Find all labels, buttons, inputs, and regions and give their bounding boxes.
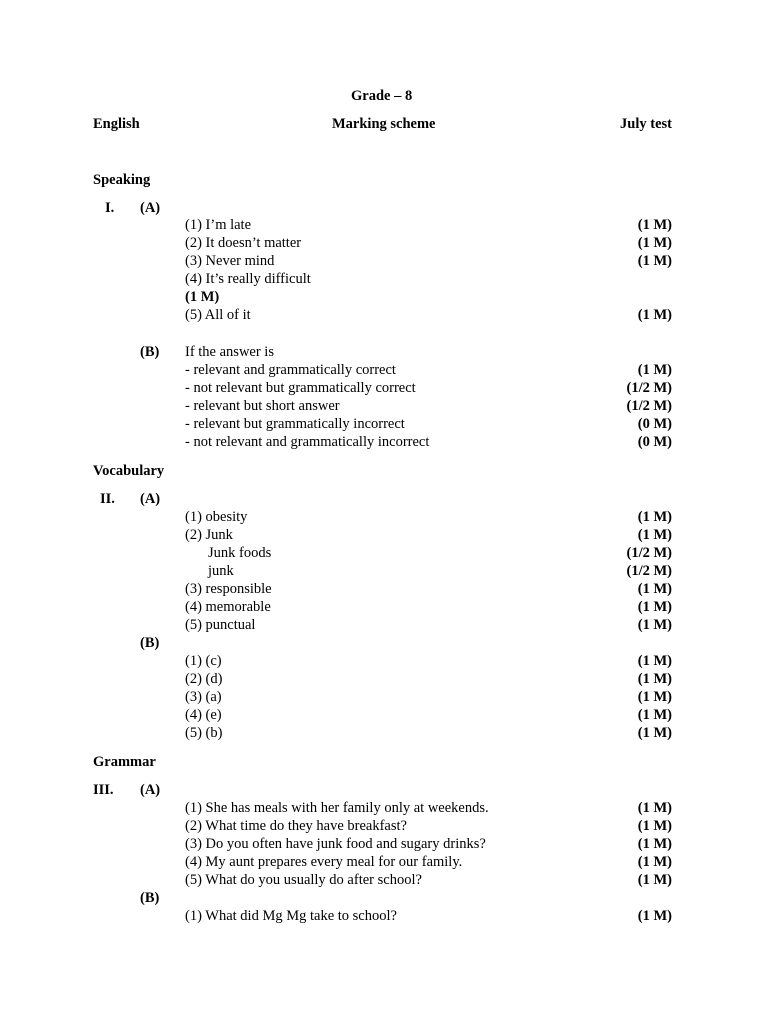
answer-text: (2) What time do they have breakfast? [185,818,407,834]
answer-text: (3) responsible [185,581,272,597]
part-label: (B) [140,635,160,651]
answer-text: (2) (d) [185,671,223,687]
part-label: (A) [140,491,161,507]
answer-mark: (1 M) [637,872,672,888]
part-label: (B) [140,890,160,906]
answer-mark: (1 M) [637,217,672,233]
answer-text: (1) obesity [185,509,248,525]
answer-mark: (1 M) [637,307,672,323]
scheme-title: Marking scheme [332,116,436,132]
criteria-intro: If the answer is [185,344,274,360]
answer-text: (3) Do you often have junk food and sugary drinks? [185,836,486,852]
answer-text: (2) It doesn’t matter [185,235,302,251]
answer-text: (3) (a) [185,689,222,705]
answer-mark: (1 M) [637,671,672,687]
part-label: (A) [140,782,161,798]
section-numeral: III. [93,782,114,798]
grade-title: Grade – 8 [351,88,413,104]
speaking-heading: Speaking [93,172,151,188]
answer-text: (4) memorable [185,599,271,615]
answer-text: (1) What did Mg Mg take to school? [185,908,397,924]
criteria-text: - relevant but short answer [185,398,340,414]
answer-text: (4) It’s really difficult [185,271,311,287]
vocabulary-heading: Vocabulary [93,463,165,479]
criteria-mark: (1/2 M) [626,398,672,414]
answer-mark: (1 M) [637,707,672,723]
criteria-text: - not relevant but grammatically correct [185,380,416,396]
subject-label: English [93,116,140,132]
criteria-mark: (1 M) [637,362,672,378]
answer-mark: (1 M) [637,689,672,705]
criteria-text: - not relevant and grammatically incorrect [185,434,430,450]
answer-text: junk [208,563,234,579]
answer-mark: (1 M) [637,725,672,741]
part-label: (B) [140,344,160,360]
answer-mark: (1/2 M) [626,545,672,561]
answer-text: (2) Junk [185,527,233,543]
answer-text: (5) punctual [185,617,256,633]
answer-text: (3) Never mind [185,253,275,269]
answer-text: Junk foods [208,545,272,561]
answer-mark: (1 M) [637,235,672,251]
answer-mark: (1 M) [637,527,672,543]
answer-text: (4) My aunt prepares every meal for our family. [185,854,463,870]
answer-mark: (1 M) [637,599,672,615]
answer-mark: (1/2 M) [626,563,672,579]
answer-mark: (1 M) [185,289,220,305]
answer-text: (5) (b) [185,725,223,741]
answer-mark: (1 M) [637,836,672,852]
answer-mark: (1 M) [637,581,672,597]
section-numeral: I. [105,200,115,216]
section-numeral: II. [100,491,115,507]
answer-mark: (1 M) [637,800,672,816]
answer-text: (5) What do you usually do after school? [185,872,422,888]
answer-mark: (1 M) [637,854,672,870]
criteria-text: - relevant and grammatically correct [185,362,396,378]
grammar-heading: Grammar [93,754,156,770]
test-label: July test [620,116,672,132]
answer-text: (5) All of it [185,307,251,323]
answer-mark: (1 M) [637,653,672,669]
answer-mark: (1 M) [637,509,672,525]
answer-mark: (1 M) [637,908,672,924]
answer-mark: (1 M) [637,617,672,633]
criteria-text: - relevant but grammatically incorrect [185,416,405,432]
answer-mark: (1 M) [637,818,672,834]
answer-mark: (1 M) [637,253,672,269]
criteria-mark: (0 M) [637,434,672,450]
answer-text: (4) (e) [185,707,222,723]
answer-text: (1) (c) [185,653,222,669]
answer-text: (1) She has meals with her family only at weekends. [185,800,489,816]
part-label: (A) [140,200,161,216]
criteria-mark: (1/2 M) [626,380,672,396]
answer-text: (1) I’m late [185,217,252,233]
criteria-mark: (0 M) [637,416,672,432]
